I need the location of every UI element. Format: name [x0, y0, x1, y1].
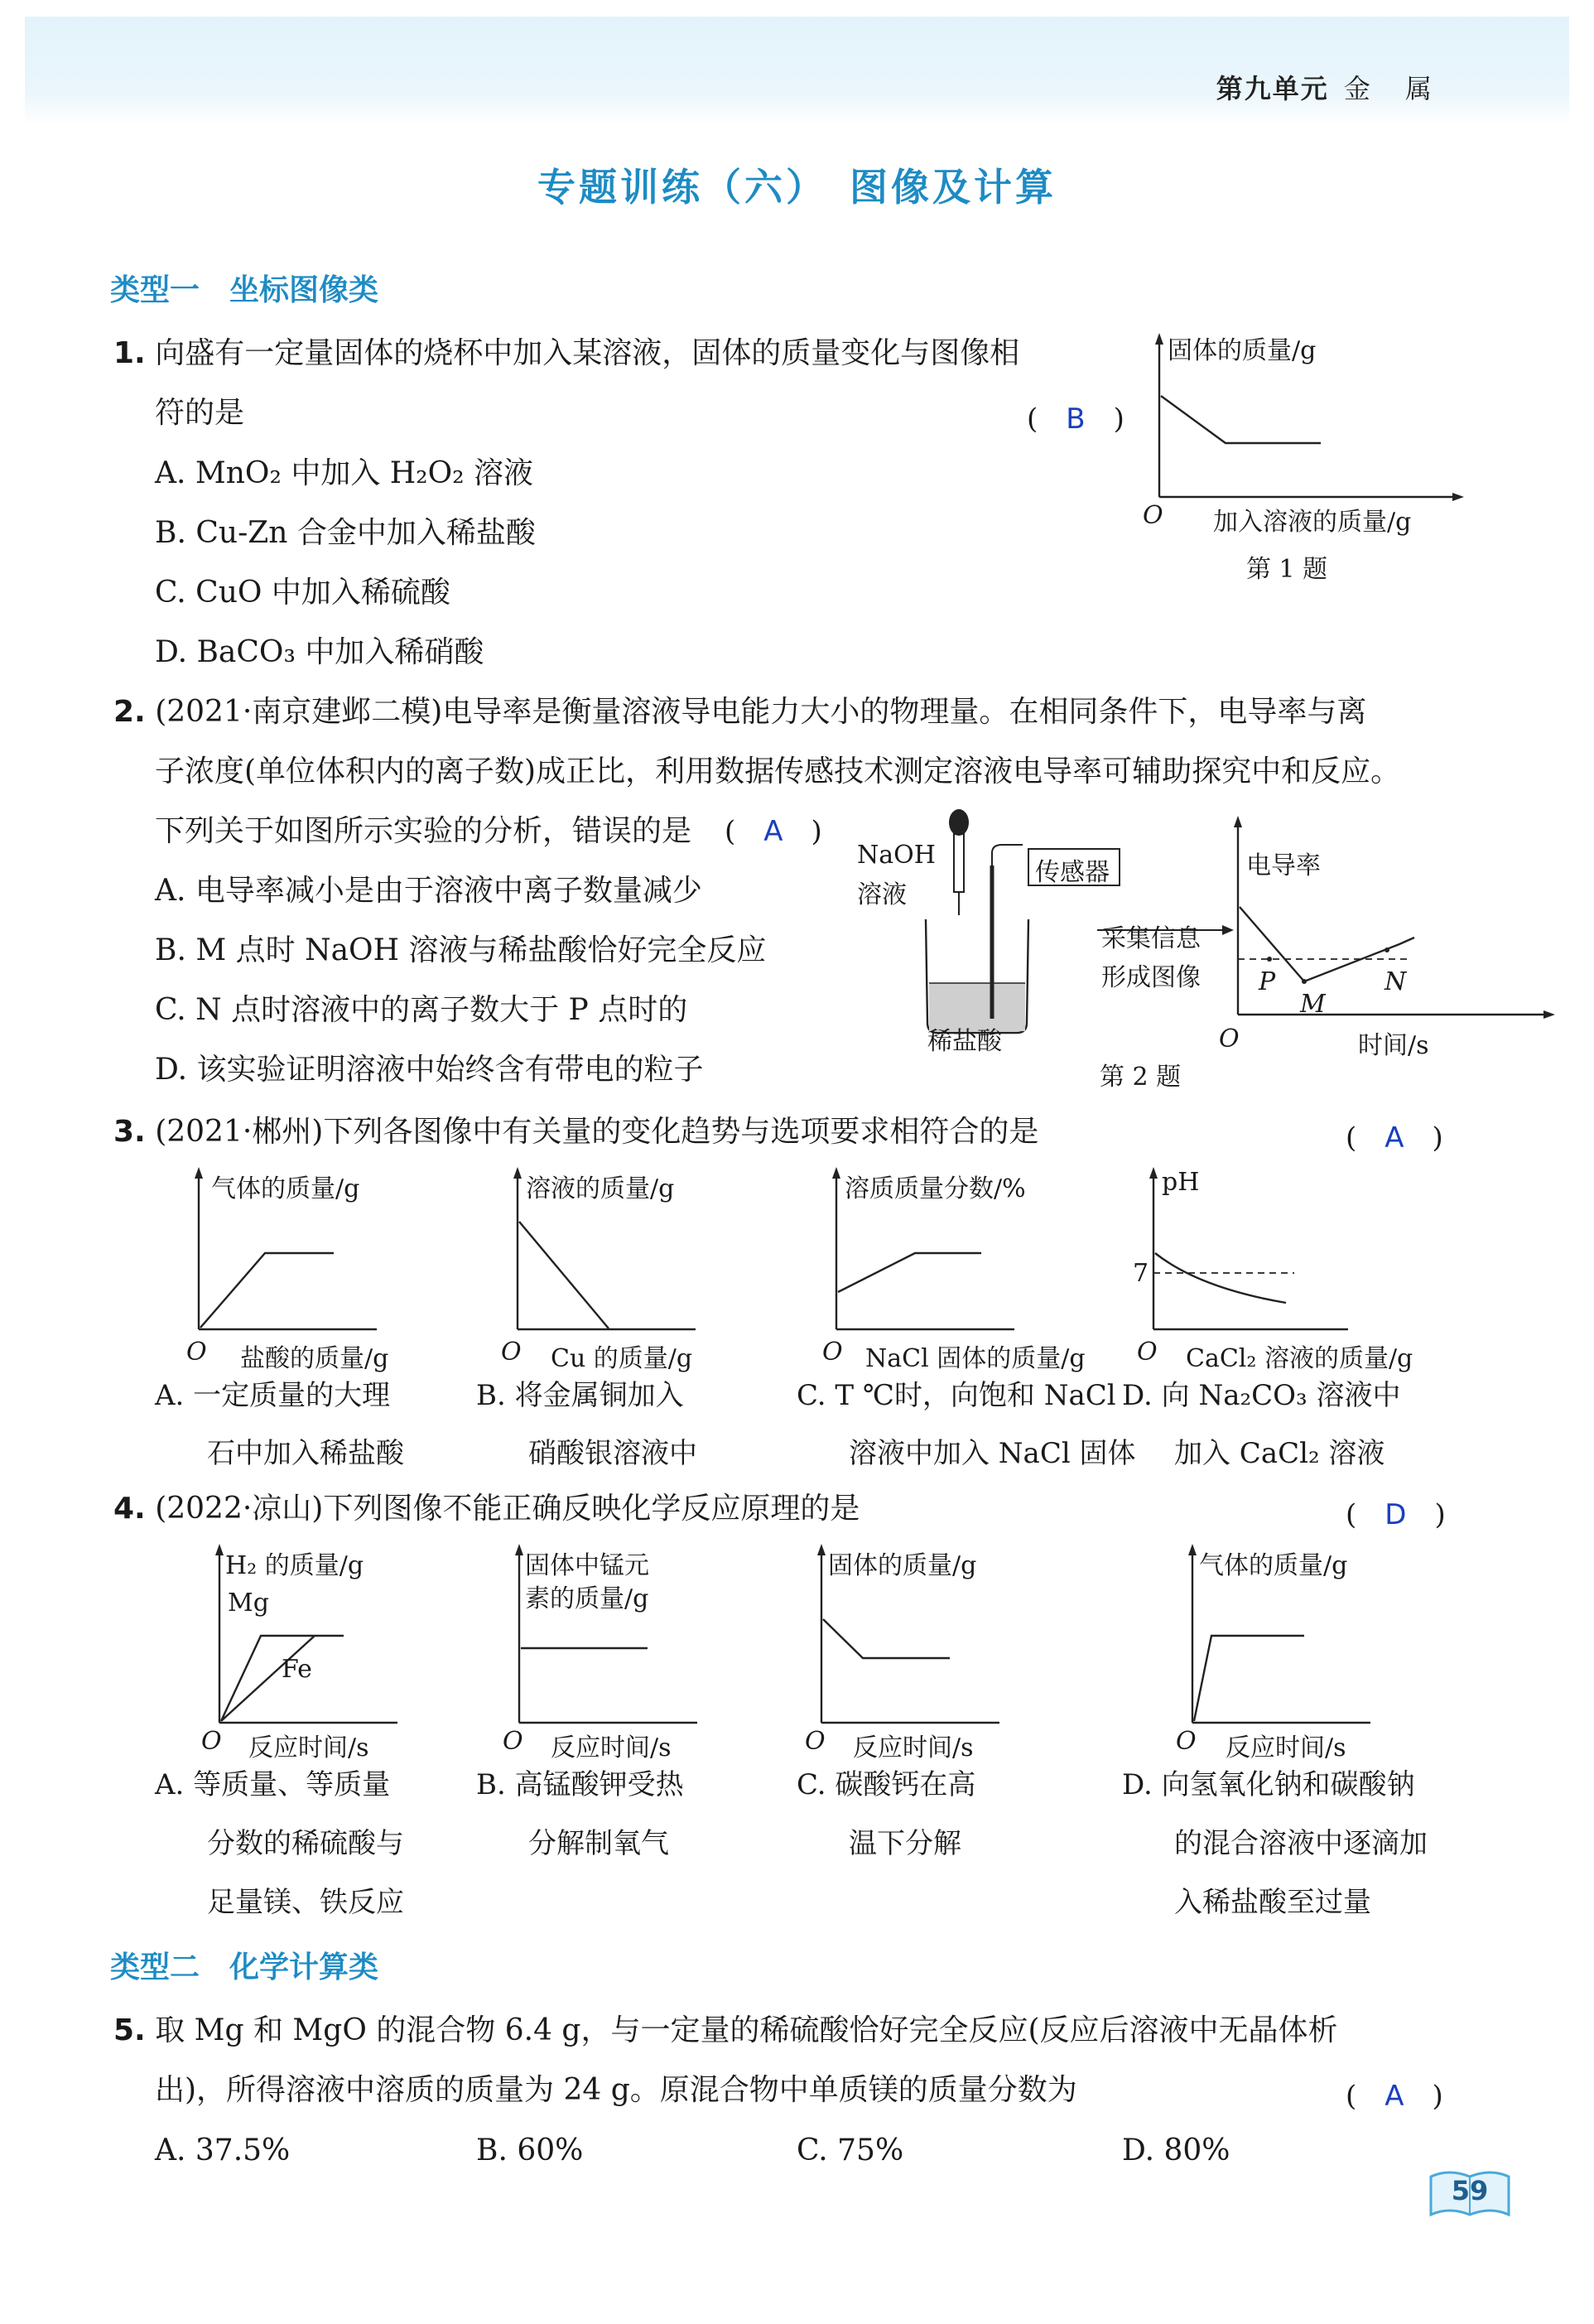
page-title: 专题训练（六） 图像及计算 [537, 165, 1057, 210]
q4-a-mg: Mg [228, 1589, 269, 1618]
q3-b-origin: O [501, 1338, 522, 1367]
q3-d-xlabel: CaCl₂ 溶液的质量/g [1186, 1344, 1413, 1373]
q4-option-b-2: 分解制氧气 [528, 1827, 669, 1860]
q2-point-p: P [1259, 967, 1276, 996]
q1-option-c: C. CuO 中加入稀硫酸 [155, 576, 450, 610]
q1-curve [1161, 396, 1321, 443]
q1-origin: O [1143, 501, 1163, 530]
q1-option-b: B. Cu-Zn 合金中加入稀盐酸 [155, 516, 536, 550]
q5-option-b: B. 60% [476, 2134, 584, 2167]
q4-c-xlabel: 反应时间/s [853, 1733, 974, 1762]
q3-a-xlabel: 盐酸的质量/g [240, 1344, 389, 1373]
q3-a-origin: O [186, 1338, 207, 1367]
q3-option-b: B. 将金属铜加入 [476, 1379, 684, 1412]
q5-stem-2: 出)，所得溶液中溶质的质量为 24 g。原混合物中单质镁的质量分数为 [155, 2073, 1077, 2107]
q5-stem: 5. 取 Mg 和 MgO 的混合物 6.4 g，与一定量的稀硫酸恰好完全反应(反应后溶液中无晶体析 [113, 2013, 1338, 2047]
q5-option-c: C. 75% [797, 2134, 904, 2167]
q2-stem-2: 子浓度(单位体积内的离子数)成正比，利用数据传感技术测定溶液电导率可辅助探究中和反应。 [155, 755, 1401, 788]
q2-hcl-label: 稀盐酸 [927, 1027, 1002, 1056]
section-heading-2: 类型二 化学计算类 [110, 1950, 379, 1984]
q2-option-c: C. N 点时溶液中的离子数大于 P 点时的 [155, 993, 688, 1027]
q4-a-xlabel: 反应时间/s [248, 1733, 369, 1762]
q3-option-c-2: 溶液中加入 NaCl 固体 [849, 1437, 1136, 1470]
q4-b-ylabel-2: 素的质量/g [525, 1584, 649, 1613]
q4-a-ylabel: H₂ 的质量/g [225, 1551, 364, 1580]
q2-collect-label: 采集信息 [1101, 924, 1201, 953]
q2-apparatus [911, 808, 1557, 1056]
q4-stem: 4. (2022·凉山)下列图像不能正确反映化学反应原理的是 [113, 1492, 860, 1526]
q4-c-ylabel: 固体的质量/g [828, 1551, 977, 1580]
q4-answer-paren: ( D ) [1346, 1498, 1446, 1531]
q4-b-origin: O [503, 1727, 523, 1756]
q2-naoh-label: NaOH [857, 841, 936, 870]
q3-option-b-2: 硝酸银溶液中 [528, 1437, 697, 1470]
q2-option-b: B. M 点时 NaOH 溶液与稀盐酸恰好完全反应 [155, 933, 767, 967]
q4-option-a: A. 等质量、等质量 [155, 1768, 391, 1801]
q2-caption: 第 2 题 [1100, 1063, 1182, 1092]
q4-c-origin: O [805, 1727, 826, 1756]
q2-option-d: D. 该实验证明溶液中始终含有带电的粒子 [155, 1053, 704, 1087]
q3-a-ylabel: 气体的质量/g [211, 1174, 360, 1203]
q1-caption: 第 1 题 [1246, 555, 1328, 584]
q4-option-d-3: 入稀盐酸至过量 [1174, 1886, 1371, 1919]
q4-option-c: C. 碳酸钙在高 [797, 1768, 976, 1801]
q4-a-origin: O [201, 1727, 222, 1756]
q3-d-tick: 7 [1133, 1259, 1149, 1288]
q3-c-ylabel: 溶质质量分数/% [845, 1174, 1026, 1203]
q4-a-fe: Fe [282, 1655, 312, 1684]
q2-stem-3: 下列关于如图所示实验的分析，错误的是 ( A ) [155, 814, 822, 848]
q5-option-d: D. 80% [1122, 2134, 1230, 2167]
q3-option-a-2: 石中加入稀盐酸 [207, 1437, 404, 1470]
q3-option-a: A. 一定质量的大理 [155, 1379, 391, 1412]
q1-option-d: D. BaCO₃ 中加入稀硝酸 [155, 635, 484, 669]
q1-ylabel: 固体的质量/g [1168, 336, 1317, 365]
q1-answer-paren: ( B ) [1027, 403, 1124, 436]
q3-option-d: D. 向 Na₂CO₃ 溶液中 [1122, 1379, 1401, 1412]
q4-d-origin: O [1176, 1727, 1197, 1756]
q3-c-xlabel: NaCl 固体的质量/g [865, 1344, 1086, 1373]
q1-stem-2: 符的是 [155, 396, 245, 430]
q4-b-xlabel: 反应时间/s [551, 1733, 672, 1762]
q1-stem: 1. 向盛有一定量固体的烧杯中加入某溶液，固体的质量变化与图像相 [113, 336, 1020, 370]
q4-option-a-3: 足量镁、铁反应 [207, 1886, 404, 1919]
q4-b-ylabel: 固体中锰元 [525, 1551, 649, 1580]
q3-d-ylabel: pH [1162, 1168, 1200, 1197]
q2-xlabel: 时间/s [1358, 1031, 1429, 1060]
q3-d-origin: O [1137, 1338, 1158, 1367]
q2-ylabel: 电导率 [1246, 851, 1321, 880]
q3-b-xlabel: Cu 的质量/g [551, 1344, 693, 1373]
q2-point-n: N [1385, 967, 1407, 996]
q4-option-d-2: 的混合溶液中逐滴加 [1174, 1827, 1428, 1860]
q3-c-origin: O [822, 1338, 843, 1367]
q4-option-d: D. 向氢氧化钠和碳酸钠 [1122, 1768, 1415, 1801]
unit-label: 第九单元 金 属 [1216, 73, 1445, 104]
q5-option-a: A. 37.5% [155, 2134, 291, 2167]
q2-option-a: A. 电导率减小是由于溶液中离子数量减少 [155, 874, 702, 908]
q3-answer-paren: ( A ) [1346, 1121, 1443, 1155]
q2-naoh-label-2: 溶液 [857, 880, 907, 909]
q2-point-m: M [1300, 990, 1326, 1019]
q3-b-ylabel: 溶液的质量/g [526, 1174, 675, 1203]
q2-stem: 2. (2021·南京建邺二模)电导率是衡量溶液导电能力大小的物理量。在相同条件下，电导率与离 [113, 695, 1367, 729]
q4-option-a-2: 分数的稀硫酸与 [207, 1827, 404, 1860]
q4-d-ylabel: 气体的质量/g [1199, 1551, 1348, 1580]
q3-option-c: C. T ℃时，向饱和 NaCl [797, 1379, 1116, 1412]
q5-answer-paren: ( A ) [1346, 2080, 1443, 2113]
q4-d-xlabel: 反应时间/s [1226, 1733, 1346, 1762]
section-heading-1: 类型一 坐标图像类 [110, 273, 379, 307]
q2-collect-label-2: 形成图像 [1101, 963, 1201, 992]
q4-option-c-2: 温下分解 [849, 1827, 961, 1860]
q1-option-a: A. MnO₂ 中加入 H₂O₂ 溶液 [155, 456, 533, 490]
page-number: 59 [1451, 2175, 1489, 2206]
q3-stem: 3. (2021·郴州)下列各图像中有关量的变化趋势与选项要求相符合的是 [113, 1115, 1039, 1149]
q2-origin: O [1219, 1025, 1240, 1054]
q1-xlabel: 加入溶液的质量/g [1213, 508, 1412, 537]
q3-option-d-2: 加入 CaCl₂ 溶液 [1174, 1437, 1385, 1470]
q4-option-b: B. 高锰酸钾受热 [476, 1768, 684, 1801]
q2-sensor-label: 传感器 [1035, 858, 1110, 887]
